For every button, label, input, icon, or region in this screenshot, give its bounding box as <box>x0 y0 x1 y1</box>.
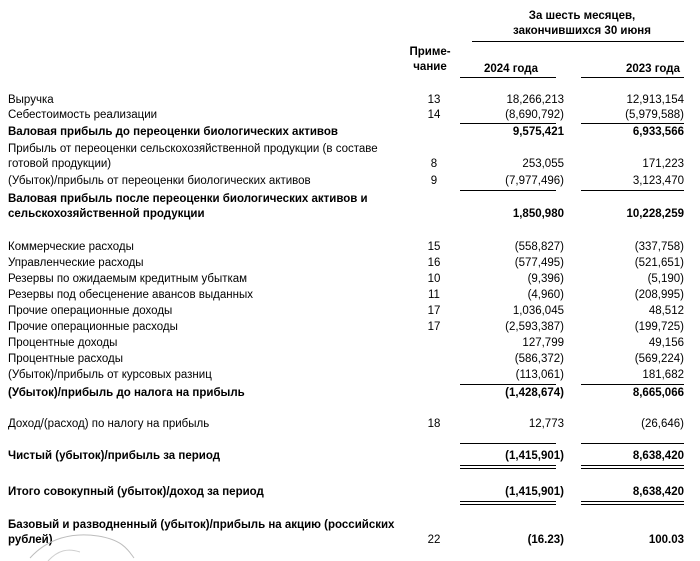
value-2024: (9,396) <box>527 273 564 285</box>
row-note: 15 <box>427 241 441 253</box>
row-revenue <box>8 93 688 108</box>
row-cost-of-sales <box>8 108 688 123</box>
value-2023: (5,979,588) <box>625 109 684 121</box>
row-label: Резервы по ожидаемым кредитным убыткам <box>8 273 248 285</box>
row-label: Резервы под обесценение авансов выданных <box>8 289 253 301</box>
column-header-2024-underline <box>460 77 556 78</box>
value-2023: 8,638,420 <box>632 486 684 498</box>
row-other-expenses <box>8 320 688 335</box>
value-2023: (26,646) <box>641 418 684 430</box>
value-2023: 8,638,420 <box>632 450 684 462</box>
period-header-line1: За шесть месяцев, <box>528 10 636 22</box>
row-label: (Убыток)/прибыль до налога на прибыль <box>8 387 245 399</box>
row-label: Прочие операционные доходы <box>8 305 173 317</box>
row-label: Итого совокупный (убыток)/доход за период <box>8 486 264 498</box>
row-profit-before-tax <box>8 386 688 401</box>
period-header <box>484 9 680 39</box>
row-label: Себестоимость реализации <box>8 109 158 121</box>
row-bio-assets-revaluation <box>8 174 688 189</box>
value-2024: 12,773 <box>528 418 564 430</box>
period-header-underline <box>472 41 684 42</box>
row-admin-expenses <box>8 256 688 271</box>
subtotal-rule <box>581 190 684 191</box>
row-note: 17 <box>427 321 441 333</box>
total-double-rule <box>581 465 684 469</box>
value-2023: 171,223 <box>642 158 684 170</box>
subtotal-rule <box>460 123 556 124</box>
row-other-income <box>8 304 688 319</box>
row-label: Управленческие расходы <box>8 257 144 269</box>
value-2023: 100.03 <box>648 534 684 546</box>
value-2024: 1,850,980 <box>512 208 564 220</box>
value-2024: (16.23) <box>527 534 564 546</box>
column-header-2023-underline <box>581 77 684 78</box>
signature-mark <box>28 528 138 561</box>
value-2023: (208,995) <box>634 289 684 301</box>
row-interest-income <box>8 336 688 351</box>
row-label: Коммерческие расходы <box>8 241 134 253</box>
row-gross-profit-before <box>8 125 688 140</box>
row-note: 16 <box>427 257 441 269</box>
value-2024: (1,415,901) <box>505 486 564 498</box>
value-2024: 253,055 <box>522 158 564 170</box>
total-double-rule <box>581 501 684 505</box>
row-note: 11 <box>428 289 440 301</box>
row-note: 10 <box>427 273 441 285</box>
subtotal-rule <box>581 443 684 444</box>
value-2023: 10,228,259 <box>626 208 684 220</box>
row-label: (Убыток)/прибыль от переоценки биологических активов <box>8 175 311 187</box>
row-label: Процентные расходы <box>8 353 124 365</box>
value-2024: (7,977,496) <box>505 175 564 187</box>
row-note: 13 <box>427 94 441 106</box>
total-double-rule <box>460 501 556 505</box>
value-2023: (521,651) <box>634 257 684 269</box>
value-2023: 181,682 <box>642 369 684 381</box>
value-2024: 18,266,213 <box>506 94 564 106</box>
row-agri-produce-revaluation <box>8 142 688 172</box>
row-label: Чистый (убыток)/прибыль за период <box>8 450 220 462</box>
row-note: 8 <box>430 158 438 170</box>
note-header-line2: чание <box>413 61 447 73</box>
row-ecl-provisions <box>8 272 688 287</box>
value-2023: (337,758) <box>634 241 684 253</box>
column-header-2023: 2023 года <box>626 63 680 75</box>
value-2024: (8,690,792) <box>505 109 564 121</box>
value-2023: (5,190) <box>647 273 684 285</box>
row-selling-expenses <box>8 240 688 255</box>
row-income-tax <box>8 417 688 432</box>
value-2024: (113,061) <box>515 369 564 381</box>
value-2023: 8,665,066 <box>632 387 684 399</box>
value-2024: (586,372) <box>514 353 564 365</box>
value-2024: 127,799 <box>522 337 564 349</box>
value-2023: 3,123,470 <box>632 175 684 187</box>
value-2024: (558,827) <box>514 241 564 253</box>
subtotal-rule <box>581 123 684 124</box>
row-label: Валовая прибыль после переоценки биологических активов и сельскохозяйственной продукции <box>8 193 368 220</box>
row-note: 22 <box>427 534 441 546</box>
row-note: 14 <box>427 109 441 121</box>
value-2023: 49,156 <box>648 337 684 349</box>
row-label: Прочие операционные расходы <box>8 321 178 333</box>
row-note: 9 <box>430 175 438 187</box>
value-2023: (199,725) <box>634 321 684 333</box>
subtotal-rule <box>460 384 556 385</box>
value-2024: (577,495) <box>514 257 564 269</box>
row-interest-expense <box>8 352 688 367</box>
row-total-comprehensive <box>8 485 688 500</box>
row-label: Валовая прибыль до переоценки биологических активов <box>8 126 338 138</box>
value-2024: (4,960) <box>527 289 564 301</box>
row-note: 17 <box>427 305 441 317</box>
value-2024: (2,593,387) <box>505 321 564 333</box>
subtotal-rule <box>460 190 556 191</box>
row-label: Процентные доходы <box>8 337 118 349</box>
row-label: Базовый и разводненный (убыток)/прибыль на акцию (российских рублей) <box>8 519 395 546</box>
value-2023: 12,913,154 <box>626 94 684 106</box>
subtotal-rule <box>581 384 684 385</box>
row-advances-impairment <box>8 288 688 303</box>
value-2023: (569,224) <box>634 353 684 365</box>
period-header-line2: закончившихся 30 июня <box>513 25 651 37</box>
value-2024: 1,036,045 <box>512 305 564 317</box>
row-fx-differences <box>8 368 688 383</box>
column-header-2024: 2024 года <box>484 63 538 75</box>
value-2023: 48,512 <box>648 305 684 317</box>
row-label: Выручка <box>8 94 54 106</box>
subtotal-rule <box>460 443 556 444</box>
note-header-line1: Приме- <box>409 46 451 58</box>
value-2024: (1,415,901) <box>505 450 564 462</box>
row-net-profit <box>8 449 688 464</box>
value-2023: 6,933,566 <box>632 126 684 138</box>
row-note: 18 <box>427 418 441 430</box>
value-2024: 9,575,421 <box>512 126 564 138</box>
row-label: (Убыток)/прибыль от курсовых разниц <box>8 369 212 381</box>
value-2024: (1,428,674) <box>505 387 564 399</box>
total-double-rule <box>460 465 556 469</box>
row-label: Доход/(расход) по налогу на прибыль <box>8 418 210 430</box>
row-gross-profit-after <box>8 192 688 222</box>
row-label: Прибыль от переоценки сельскохозяйственной продукции (в составе готовой продукции) <box>8 143 378 170</box>
